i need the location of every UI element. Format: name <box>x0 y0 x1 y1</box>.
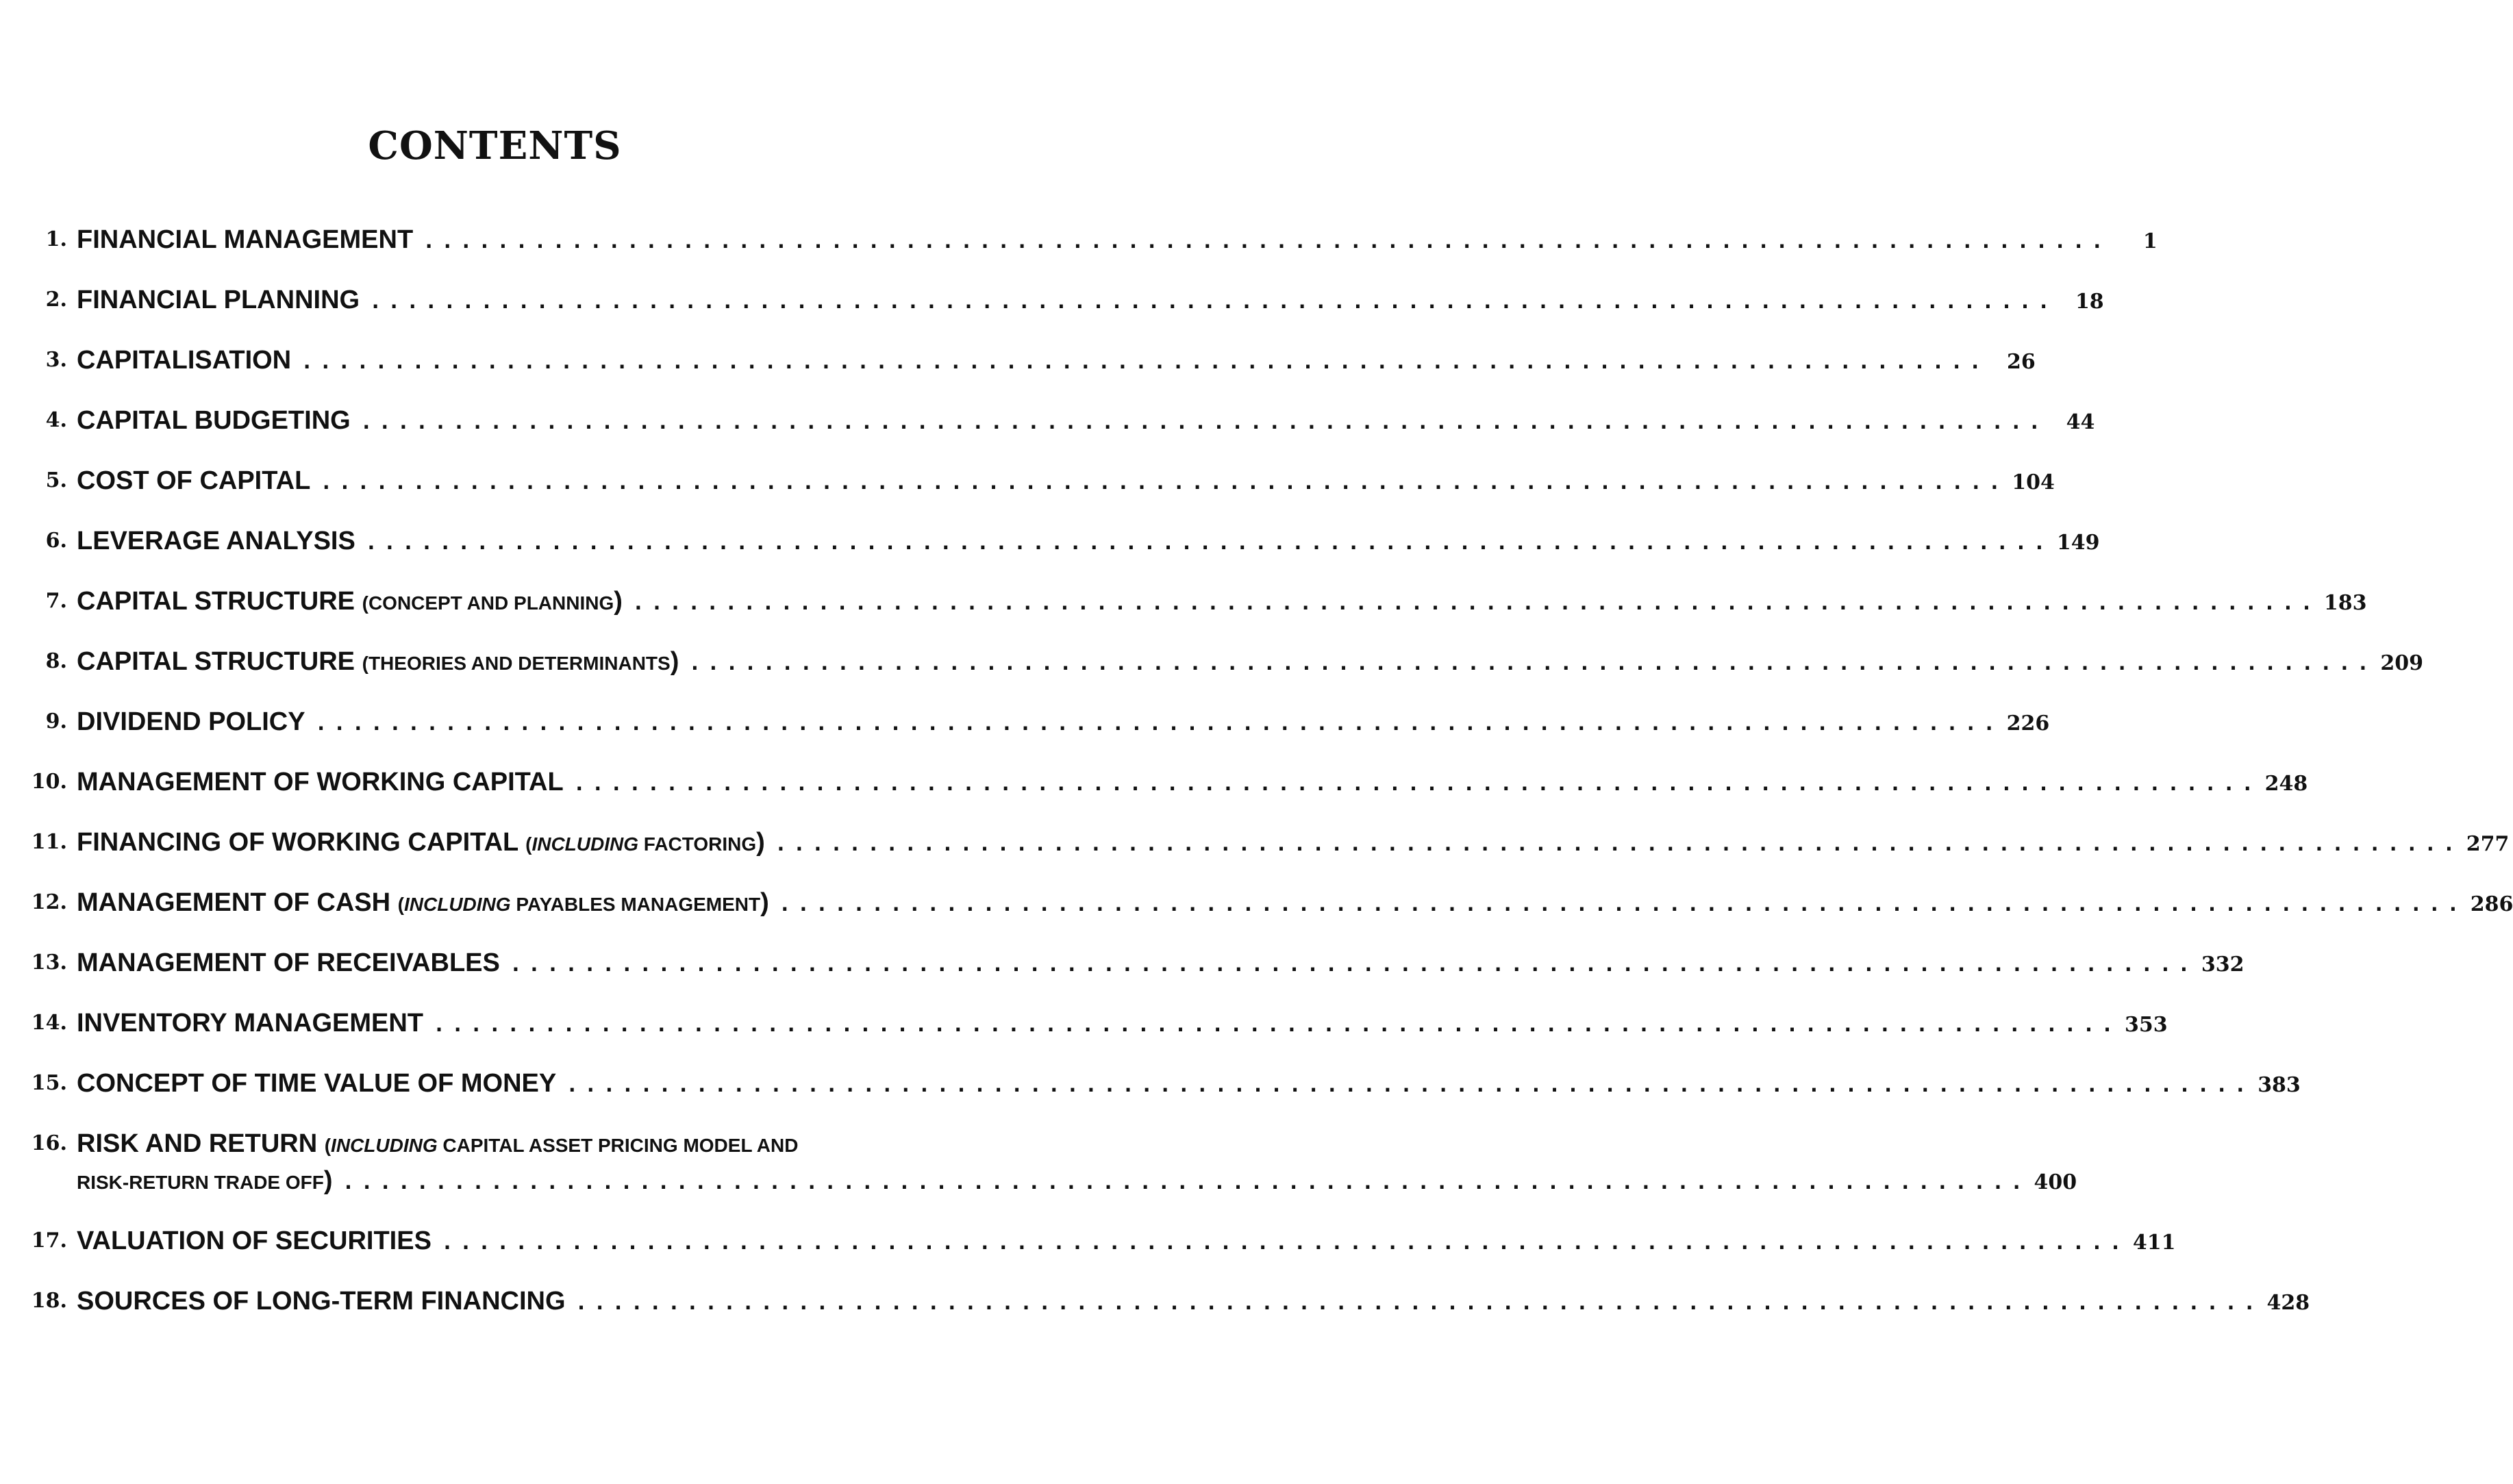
toc-entry[interactable] <box>27 1003 2168 1063</box>
entry-title: COST OF CAPITAL <box>77 466 311 495</box>
entry-page-number: 18 <box>2075 290 2104 314</box>
entry-title: LEVERAGE ANALYSIS <box>77 527 355 555</box>
dot-leader: ........................................................................................... <box>364 531 2052 555</box>
entry-subtitle: CAPITAL ASSET PRICING MODEL AND <box>437 1135 799 1156</box>
entry-title: MANAGEMENT OF WORKING CAPITAL <box>77 768 564 796</box>
dot-leader: ........................................................................................... <box>433 1013 2120 1037</box>
entry-number: 18. <box>31 1289 67 1313</box>
entry-number: 6. <box>45 529 67 553</box>
toc-entry[interactable] <box>27 520 2100 581</box>
entry-subtitle-italic: INCLUDING <box>532 833 638 855</box>
toc-entry[interactable] <box>27 942 2245 1003</box>
dot-leader: ........................................................................................... <box>360 410 2047 434</box>
entry-page-number: 183 <box>2323 591 2367 615</box>
toc-entry[interactable] <box>27 1281 2310 1341</box>
entry-number: 14. <box>31 1011 67 1035</box>
entry-title: FINANCIAL PLANNING <box>77 286 360 314</box>
entry-page-number: 428 <box>2266 1291 2310 1315</box>
entry-number: 1. <box>45 227 67 251</box>
entry-number: 8. <box>45 649 67 673</box>
toc-entry[interactable] <box>27 219 2158 279</box>
entry-number: 11. <box>31 830 67 854</box>
toc-entry[interactable] <box>27 1063 2301 1123</box>
toc-entry[interactable] <box>27 400 2095 460</box>
toc-entry[interactable] <box>27 1220 2176 1281</box>
entry-subtitle: FACTORING <box>638 833 757 855</box>
entry-page-number: 383 <box>2258 1073 2301 1097</box>
dot-leader: ........................................................................................... <box>632 591 2319 615</box>
entry-number: 9. <box>45 709 67 733</box>
dot-leader: ........................................................................................... <box>566 1073 2253 1097</box>
entry-title: CAPITAL BUDGETING <box>77 406 351 435</box>
entry-page-number: 26 <box>2007 350 2036 374</box>
entry-title: FINANCIAL MANAGEMENT <box>77 225 414 254</box>
entry-page-number: 411 <box>2132 1231 2176 1255</box>
dot-leader: ........................................................................................... <box>509 953 2197 977</box>
entry-title: RISK AND RETURN (INCLUDING CAPITAL ASSET PRICING MODEL AND <box>77 1129 799 1158</box>
entry-number: 17. <box>31 1229 67 1253</box>
toc-entry[interactable] <box>27 581 2367 641</box>
toc-entry[interactable] <box>27 1123 2077 1220</box>
dot-leader: ........................................................................................... <box>301 350 1988 374</box>
entry-title: FINANCING OF WORKING CAPITAL (INCLUDING FACTORING) <box>77 828 765 857</box>
entry-page-number: 353 <box>2125 1013 2168 1037</box>
toc-entry[interactable] <box>27 340 2036 400</box>
dot-leader: ........................................................................................... <box>369 290 2056 314</box>
toc-entry[interactable] <box>27 882 2513 942</box>
entry-number: 3. <box>45 348 67 372</box>
entry-title: CAPITAL STRUCTURE (CONCEPT AND PLANNING) <box>77 587 623 616</box>
dot-leader: ........................................................................................... <box>440 1231 2128 1255</box>
entry-title: INVENTORY MANAGEMENT <box>77 1009 424 1037</box>
entry-page-number: 1 <box>2142 229 2158 253</box>
entry-number: 7. <box>45 589 67 613</box>
entry-title: MANAGEMENT OF RECEIVABLES <box>77 948 500 977</box>
entry-page-number: 248 <box>2264 772 2308 796</box>
toc-entry[interactable] <box>27 460 2055 520</box>
entry-page-number: 44 <box>2066 410 2095 434</box>
entry-page-number: 149 <box>2056 531 2100 555</box>
dot-leader: ........................................................................................... <box>342 1170 2029 1194</box>
entry-number: 5. <box>45 468 67 492</box>
dot-leader: ........................................................................................... <box>573 772 2260 796</box>
entry-subtitle: THEORIES AND DETERMINANTS <box>368 653 671 674</box>
entry-page-number: 104 <box>2012 470 2055 494</box>
dot-leader: ........................................................................................... <box>774 832 2462 856</box>
entry-title: MANAGEMENT OF CASH (INCLUDING PAYABLES MANAGEMENT) <box>77 888 769 917</box>
toc-entry[interactable] <box>27 701 2050 762</box>
entry-page-number: 400 <box>2034 1170 2077 1194</box>
entry-page-number: 286 <box>2470 892 2513 916</box>
toc-entry[interactable] <box>27 641 2423 701</box>
toc-entry[interactable] <box>27 762 2308 822</box>
dot-leader: ........................................................................................... <box>314 712 2002 735</box>
entry-page-number: 209 <box>2380 651 2423 675</box>
dot-leader: ........................................................................................... <box>575 1291 2262 1315</box>
table-of-contents <box>27 219 2513 1341</box>
entry-title-continued: RISK-RETURN TRADE OFF) <box>77 1166 333 1195</box>
page-title: CONTENTS <box>368 123 622 168</box>
entry-subtitle-italic: INCLUDING <box>331 1135 438 1156</box>
entry-number: 12. <box>31 890 67 914</box>
entry-subtitle: PAYABLES MANAGEMENT <box>510 894 761 915</box>
entry-page-number: 226 <box>2006 712 2050 735</box>
dot-leader: ........................................................................................... <box>688 651 2375 675</box>
entry-number: 16. <box>31 1131 67 1155</box>
entry-number: 10. <box>31 770 67 794</box>
entry-subtitle: CONCEPT AND PLANNING <box>368 592 614 614</box>
dot-leader: ........................................................................................... <box>320 470 2007 494</box>
entry-title: CAPITAL STRUCTURE (THEORIES AND DETERMINANTS) <box>77 647 679 676</box>
entry-title: CAPITALISATION <box>77 346 292 375</box>
entry-number: 4. <box>45 408 67 432</box>
entry-page-number: 332 <box>2201 953 2245 977</box>
toc-entry[interactable] <box>27 279 2104 340</box>
entry-title: VALUATION OF SECURITIES <box>77 1227 432 1255</box>
entry-subtitle-italic: INCLUDING <box>404 894 511 915</box>
entry-number: 13. <box>31 951 67 974</box>
dot-leader: ........................................................................................... <box>778 892 2466 916</box>
entry-page-number: 277 <box>2466 832 2510 856</box>
entry-title: DIVIDEND POLICY <box>77 707 305 736</box>
dot-leader: ........................................................................................... <box>423 229 2110 253</box>
entry-number: 15. <box>31 1071 67 1095</box>
entry-title: CONCEPT OF TIME VALUE OF MONEY <box>77 1069 557 1098</box>
toc-entry[interactable] <box>27 822 2510 882</box>
entry-title: SOURCES OF LONG-TERM FINANCING <box>77 1287 566 1316</box>
entry-number: 2. <box>45 288 67 312</box>
